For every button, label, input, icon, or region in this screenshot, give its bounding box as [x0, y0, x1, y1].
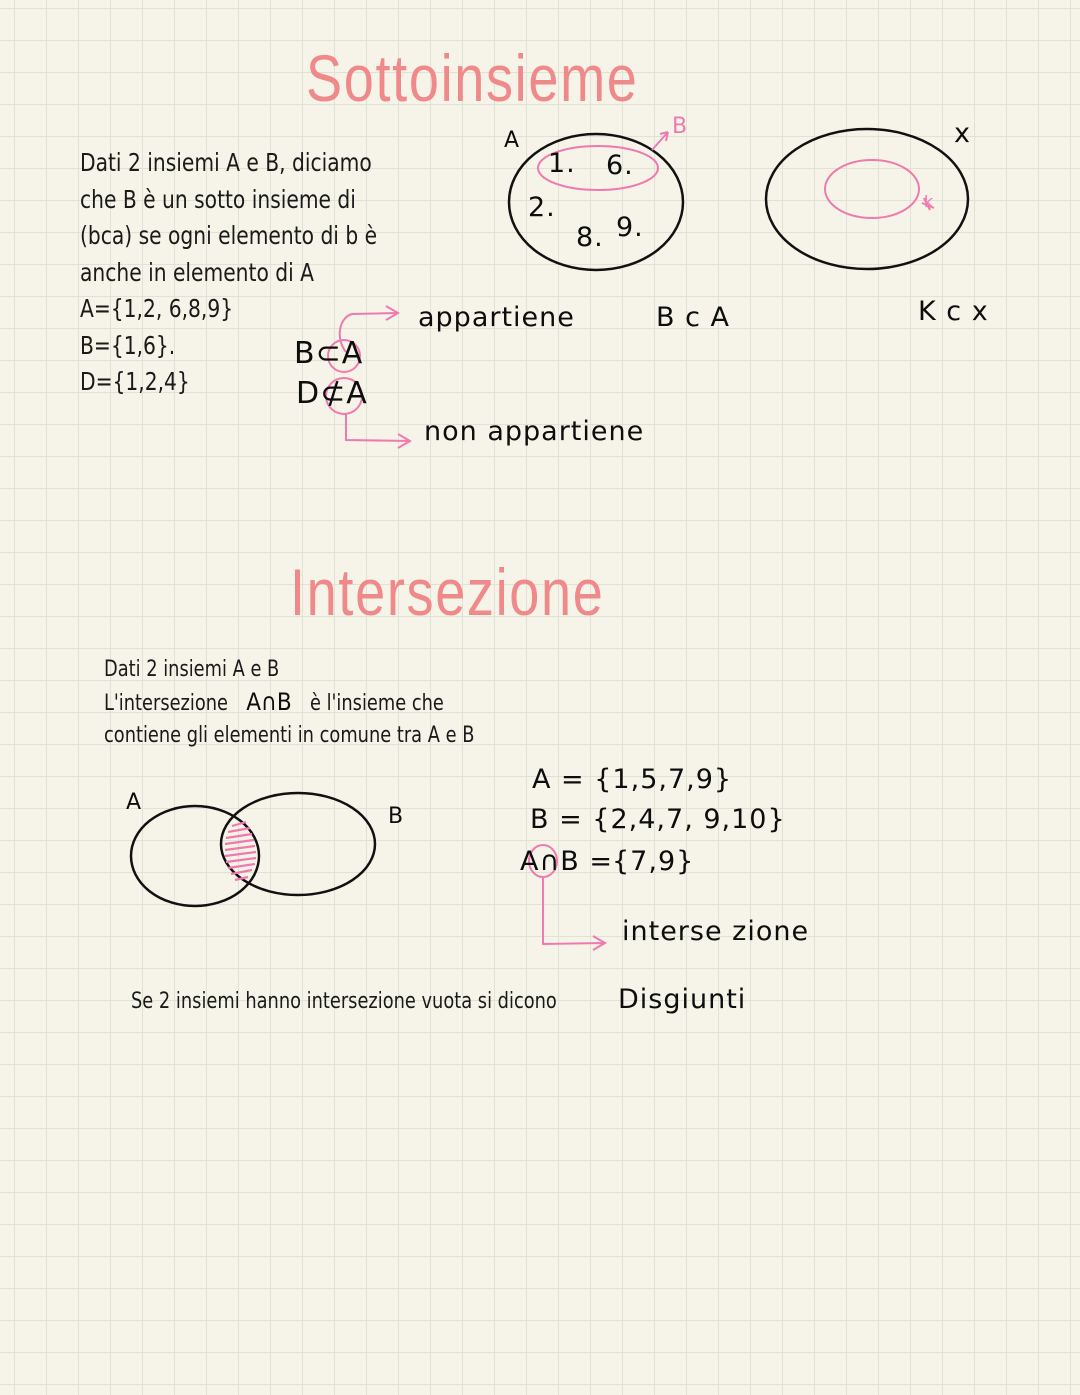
relation-b-subset-a: B⊂A — [294, 336, 364, 371]
venn1-caption: B c A — [656, 302, 731, 333]
venn2-outer-label: x — [954, 118, 971, 149]
venn1-b-arrow — [652, 132, 668, 150]
subset-title: Sottoinsieme — [306, 41, 639, 115]
intersection-definition-line: Dati 2 insiemi A e B — [104, 657, 280, 682]
subset-definition-line: (bca) se ogni elemento di b è — [80, 221, 378, 250]
intersection-arrow — [543, 878, 605, 950]
intersection-venn-a — [131, 806, 259, 906]
intersection-venn-label-b: B — [388, 804, 404, 829]
venn1-number: 2. — [528, 192, 556, 223]
venn1-number: 9. — [616, 212, 644, 243]
set-b-definition: B={1,6}. — [80, 330, 176, 360]
intersection-definition-line: contiene gli elementi in comune tra A e B — [104, 723, 475, 748]
label-not-belongs: non appartiene — [424, 416, 645, 447]
venn1-inner-label: B — [672, 114, 688, 139]
relation-d-not-subset-a: D⊄A — [296, 376, 368, 411]
intersection-arrow-label: interse zione — [622, 916, 810, 947]
subset-definition-line: anche in elemento di A — [80, 257, 315, 287]
venn1-number: 1. — [548, 148, 576, 179]
intersection-definition — [104, 654, 474, 752]
venn2-caption: K c x — [918, 296, 989, 327]
venn2-inner-label: k — [924, 192, 934, 211]
venn1-outer-label: A — [504, 128, 520, 153]
intersection-venn-label-a: A — [126, 790, 142, 815]
intersection-set-ab-label: A∩B = — [520, 846, 613, 877]
venn1-number: 8. — [576, 222, 604, 253]
venn2-inner-ellipse — [825, 160, 919, 218]
set-d-definition: D={1,2,4} — [80, 367, 190, 396]
intersection-set-b: B = {2,4,7, 9,10} — [530, 804, 786, 835]
intersection-definition-line-2: L'intersezione A∩B è l'insieme che — [104, 688, 444, 716]
intersection-set-ab-value: {7,9} — [612, 846, 695, 877]
subset-definition-line: Dati 2 insiemi A e B, diciamo — [80, 148, 372, 177]
venn1-number: 6. — [606, 150, 634, 181]
label-belongs: appartiene — [418, 302, 575, 333]
venn2-outer-ellipse — [766, 129, 968, 269]
intersection-venn-b — [221, 793, 375, 895]
disjoint-word: Disgiunti — [618, 984, 747, 1015]
intersection-symbol: A∩B — [246, 688, 292, 716]
intersection-title: Intersezione — [290, 555, 605, 629]
disjoint-sentence: Se 2 insiemi hanno intersezione vuota si dicono — [131, 989, 557, 1014]
subset-definition-line: che B è un sotto insieme di — [80, 184, 356, 214]
not-belongs-arrow — [346, 414, 410, 448]
set-a-definition: A={1,2, 6,8,9} — [80, 294, 234, 323]
intersection-set-a: A = {1,5,7,9} — [532, 764, 733, 795]
